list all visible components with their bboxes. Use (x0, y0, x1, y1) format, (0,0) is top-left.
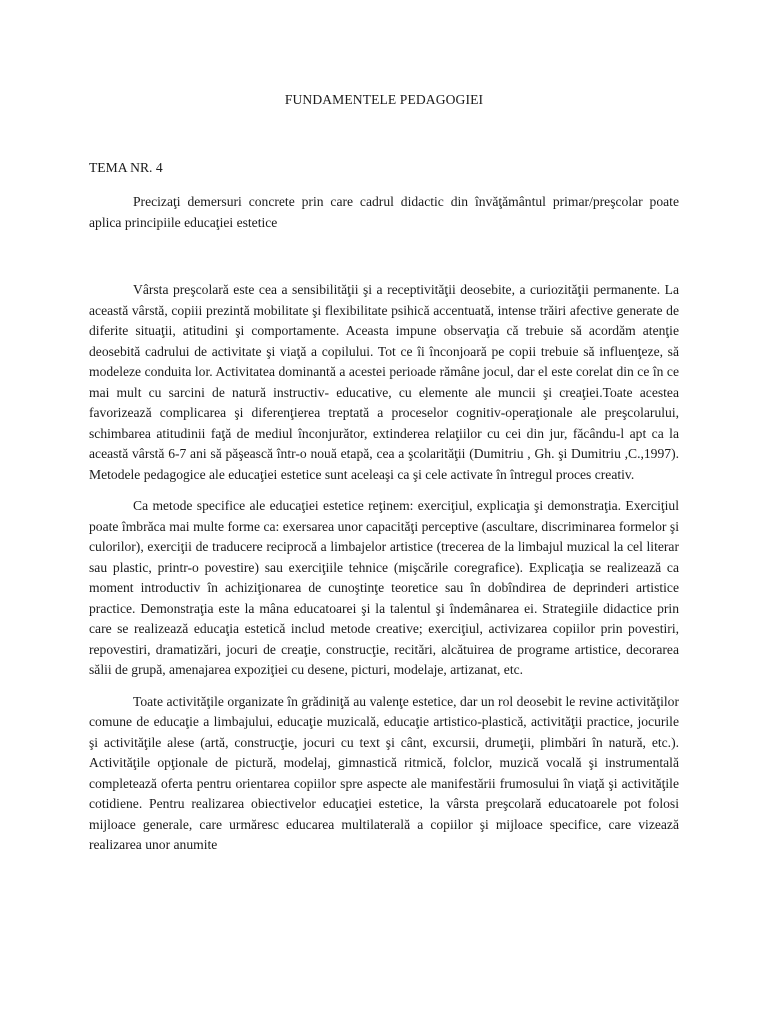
body-paragraph: Toate activităţile organizate în grădiniţă au valenţe estetice, dar un rol deosebit le revine activităţilor comune de educaţie a limbajului, educaţie muzicală, educaţie artistico-plastică, activităţii practice, jocurile şi activităţile alese (artă, construcţie, jocuri cu text şi cânt, excursii, drumeţii, plimbări în natură, etc.). Activităţile opţionale de pictură, modelaj, gimnastică ritmică, folclor, muzică vocală şi instrumentală completează oferta pentru orientarea copiilor spre aspecte ale manifestării frumosului în viaţă şi activităţile cotidiene. Pentru realizarea obiectivelor educaţiei estetice, la vârsta preşcolară educatoarele pot folosi mijloace generale, care urmăresc educarea multilaterală a copiilor şi mijloace specifice, care vizează realizarea unor anumite (89, 693, 679, 852)
document-title: FUNDAMENTELE PEDAGOGIEI (284, 92, 484, 107)
body-paragraph: Ca metode specifice ale educaţiei estetice reţinem: exerciţiul, explicaţia şi demonstraţia. Exerciţiul poate îmbrăca mai multe forme ca: exersarea unor capacităţi perceptive (ascultare, discriminarea formelor şi culorilor), exerciţii de traducere reciprocă a limbajelor artistice (trecerea de la limbajul muzical la cel literar sau plastic, printr-o povestire) sau exerciţiile tehnice (mişcările coregrafice). Explicaţia se realizează ca moment introductiv în achiziţionarea de cunoştinţe teoretice sau în dobîndirea de deprinderi artistice practice. Demonstraţia este la mâna educatoarei şi la talentul şi îndemânarea ei. Strategiile didactice prin care se realizează educaţia estetică includ metode creative; exerciţiul, activizarea copiilor prin povestiri, repovestiri, dramatizări, jocuri de creaţie, construcţie, recitări, alcătuirea de programe artistice, decorarea sălii de grupă, amenajarea expoziţiei cu desene, picturi, modelaje, artizanat, etc. (89, 498, 679, 677)
topic-heading: TEMA NR. 4 (89, 160, 163, 175)
task-statement: Precizaţi demersuri concrete prin care cadrul didactic din învăţământul primar/preşcolar poate aplica principiile educaţiei estetice (89, 194, 679, 230)
body-paragraph: Vârsta preşcolară este cea a sensibilităţii şi a receptivităţii deosebite, a curiozităţii permanente. La această vârstă, copiii prezintă mobilitate şi flexibilitate psihică accentuată, intense trăiri afective generate de diferite situaţii, atitudini şi comportamente. Aceasta impune observaţia că trebuie să acordăm atenţie deosebită cadrului de activitate şi viaţă a copilului. Tot ce îi înconjoară pe copii trebuie să influenţeze, să modeleze conduita lor. Activitatea dominantă a acestei perioade rămâne jocul, dar el este corelat din ce în ce mai mult cu sarcini de natură instructiv- educative, cu elemente ale muncii şi creaţiei.Toate acestea favorizează complicarea şi diferenţierea treptată a proceselor cognitiv-operaţionale ale preşcolarului, schimbarea atitudinii faţă de mediul înconjurător, extinderea relaţiilor cu cei din jur, făcându-l apt ca la această vârstă 6-7 ani să păşească într-o nouă etapă, cea a şcolarităţii (Dumitriu , Gh. şi Dumitriu ,C.,1997). Metodele pedagogice ale educaţiei estetice sunt aceleaşi ca şi cele activate în întregul proces creativ. (89, 282, 679, 482)
document-body (89, 280, 679, 867)
